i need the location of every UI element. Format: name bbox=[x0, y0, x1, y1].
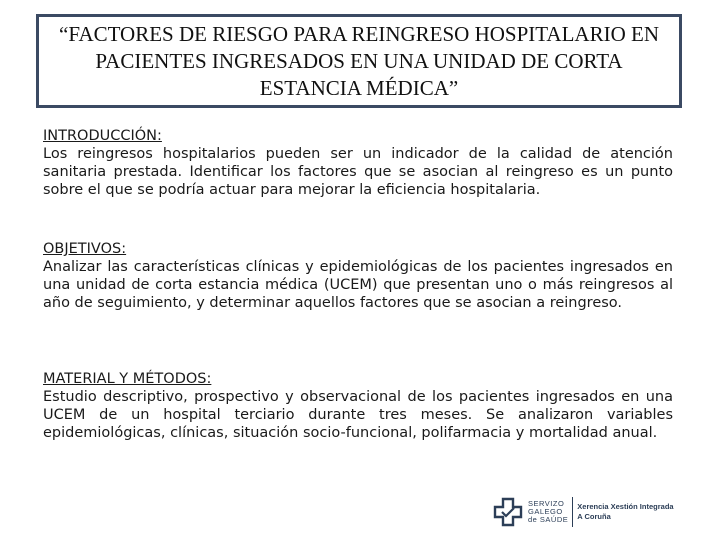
logo-line: de SAÚDE bbox=[528, 515, 569, 524]
section-objetivos bbox=[43, 240, 673, 312]
logo-divider bbox=[572, 497, 573, 527]
logo-org-line: Xerencia Xestión Integrada bbox=[577, 502, 674, 511]
section-text: Los reingresos hospitalarios pueden ser un indicador de la calidad de atención sanitaria prestada. Identificar los factores que se asocian al reingreso es un punto sobre el que se podría actuar para mejorar la eficiencia hospitalaria. bbox=[43, 146, 673, 198]
sergas-logo bbox=[493, 497, 674, 527]
section-text: Estudio descriptivo, prospectivo y observacional de los pacientes ingresados en una UCEM de un hospital terciario durante tres meses. Se analizaron variables epidemiológicas, clínicas, situación socio-funcional, polifarmacia y mortalidad anual. bbox=[43, 389, 673, 441]
logo-organization bbox=[577, 502, 673, 522]
section-heading: INTRODUCCIÓN: bbox=[43, 128, 162, 144]
logo-line: SERVIZO bbox=[528, 499, 565, 508]
sergas-cross-icon bbox=[493, 497, 523, 527]
section-introduccion bbox=[43, 127, 673, 199]
section-text: Analizar las características clínicas y epidemiológicas de los pacientes ingresados en una unidad de corta estancia médica (UCEM) que presentan uno o más reingresos al año de seguimiento, y determinar aquellos factores que se asocian a reingreso. bbox=[43, 259, 673, 311]
section-material-metodos bbox=[43, 370, 673, 442]
page-title: “FACTORES DE RIESGO PARA REINGRESO HOSPITALARIO EN PACIENTES INGRESADOS EN UNA UNIDAD DE CORTA ESTANCIA MÉDICA” bbox=[59, 21, 659, 100]
section-heading: OBJETIVOS: bbox=[43, 241, 127, 257]
logo-wordmark bbox=[528, 500, 568, 524]
title-box bbox=[36, 14, 682, 108]
section-heading: MATERIAL Y MÉTODOS: bbox=[43, 371, 212, 387]
logo-org-line: A Coruña bbox=[577, 512, 611, 521]
logo-line: GALEGO bbox=[528, 507, 563, 516]
